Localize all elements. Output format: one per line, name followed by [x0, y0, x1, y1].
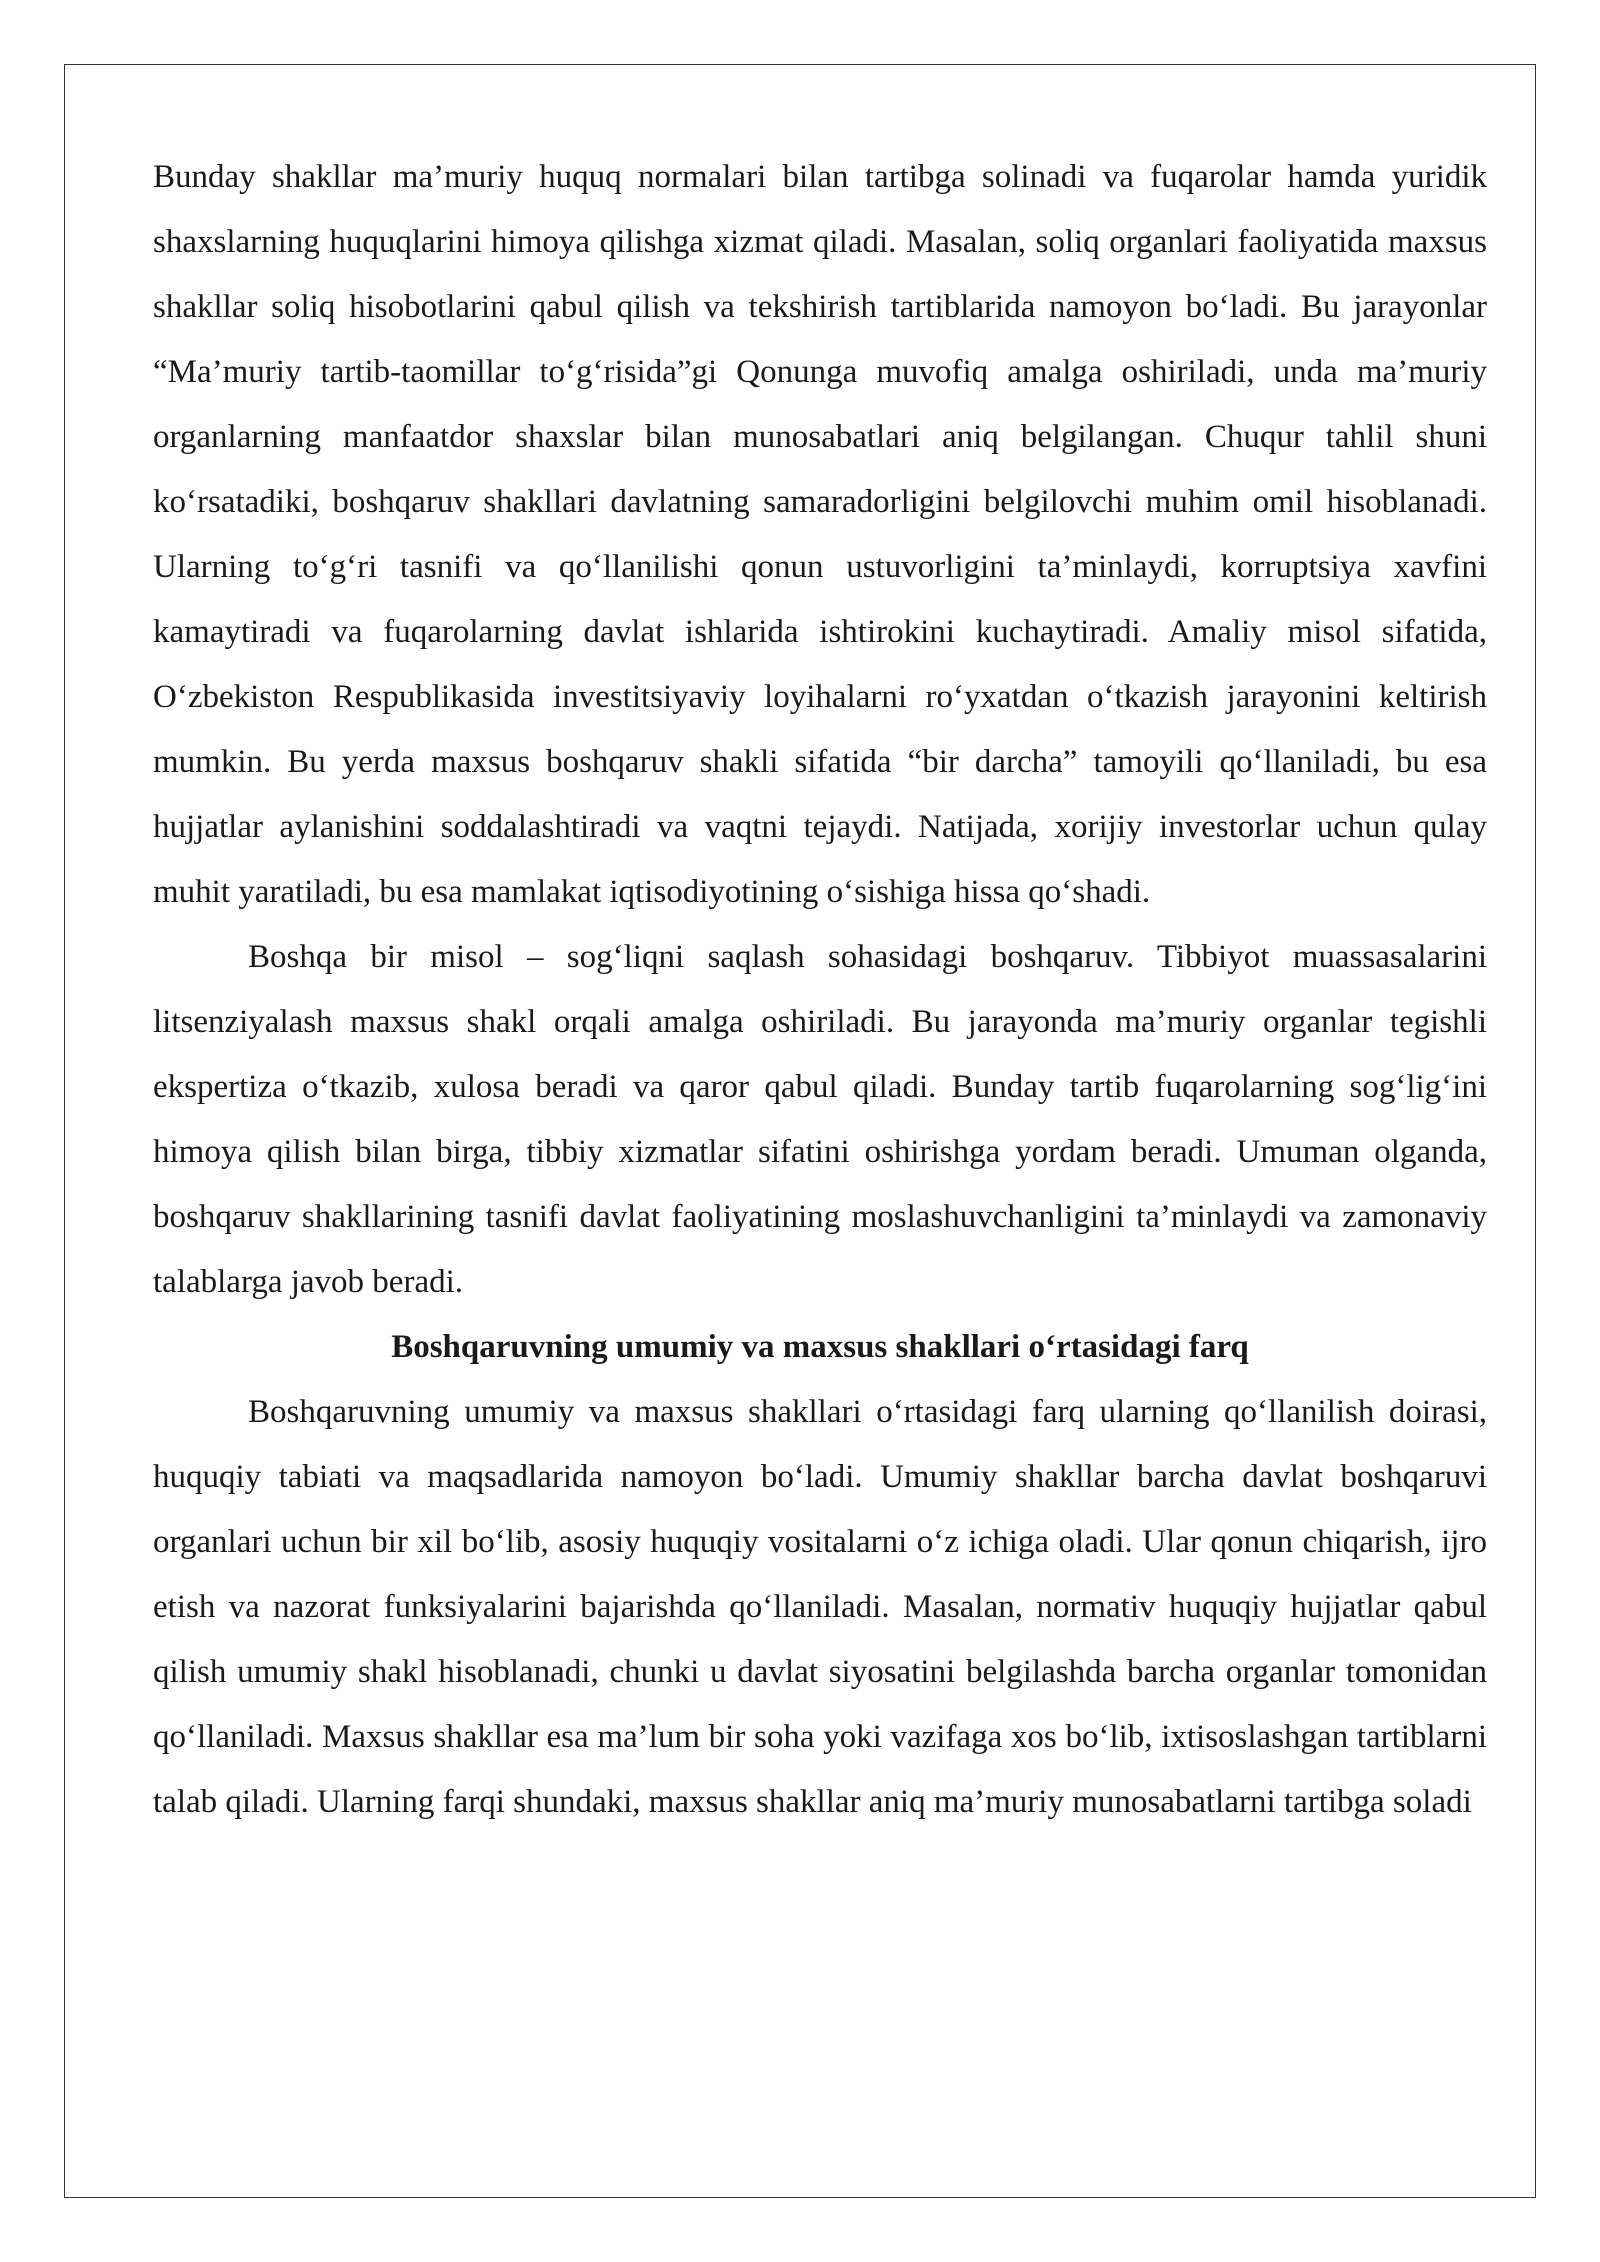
paragraph-1: Bunday shakllar ma’muriy huquq normalari bilan tartibga solinadi va fuqarolar hamda yuridik shaxslarning huquqlarini himoya qilishga xizmat qiladi. Masalan, soliq organlari faoliyatida maxsus shakllar soliq hisobotlarini qabul qilish va tekshirish tartiblarida namoyon boʻladi. Bu jarayonlar “Ma’muriy tartib-taomillar toʻgʻrisida”gi Qonunga muvofiq amalga oshiriladi, unda ma’muriy organlarning manfaatdor shaxslar bilan munosabatlari aniq belgilangan. Chuqur tahlil shuni koʻrsatadiki, boshqaruv shakllari davlatning samaradorligini belgilovchi muhim omil hisoblanadi. Ularning toʻgʻri tasnifi va qoʻllanilishi qonun ustuvorligini ta’minlaydi, korruptsiya xavfini kamaytiradi va fuqarolarning davlat ishlarida ishtirokini kuchaytiradi. Amaliy misol sifatida, Oʻzbekiston Respublikasida investitsiyaviy loyihalarni roʻyxatdan oʻtkazish jarayonini keltirish mumkin. Bu yerda maxsus boshqaruv shakli sifatida “bir darcha” tamoyili qoʻllaniladi, bu esa hujjatlar aylanishini soddalashtiradi va vaqtni tejaydi. Natijada, xorijiy investorlar uchun qulay muhit yaratiladi, bu esa mamlakat iqtisodiyotining oʻsishiga hissa qoʻshadi.	[153, 159, 1487, 910]
paragraph-3: Boshqaruvning umumiy va maxsus shakllari oʻrtasidagi farq ularning qoʻllanilish doirasi, huquqiy tabiati va maqsadlarida namoyon boʻladi. Umumiy shakllar barcha davlat boshqaruvi organlari uchun bir xil boʻlib, asosiy huquqiy vositalarni oʻz ichiga oladi. Ular qonun chiqarish, ijro etish va nazorat funksiyalarini bajarishda qoʻllaniladi. Masalan, normativ huquqiy hujjatlar qabul qilish umumiy shakl hisoblanadi, chunki u davlat siyosatini belgilashda barcha organlar tomonidan qoʻllaniladi. Maxsus shakllar esa ma’lum bir soha yoki vazifaga xos boʻlib, ixtisoslashgan tartiblarni talab qiladi. Ularning farqi shundaki, maxsus shakllar aniq ma’muriy munosabatlarni tartibga soladi	[153, 1394, 1487, 1820]
paragraph-2: Boshqa bir misol – sogʻliqni saqlash sohasidagi boshqaruv. Tibbiyot muassasalarini litsenziyalash maxsus shakl orqali amalga oshiriladi. Bu jarayonda ma’muriy organlar tegishli ekspertiza oʻtkazib, xulosa beradi va qaror qabul qiladi. Bunday tartib fuqarolarning sogʻligʻini himoya qilish bilan birga, tibbiy xizmatlar sifatini oshirishga yordam beradi. Umuman olganda, boshqaruv shakllarining tasnifi davlat faoliyatining moslashuvchanligini ta’minlaydi va zamonaviy talablarga javob beradi.	[153, 939, 1487, 1300]
section-heading: Boshqaruvning umumiy va maxsus shakllari oʻrtasidagi farq	[391, 1329, 1249, 1365]
document-body	[153, 145, 1487, 1835]
